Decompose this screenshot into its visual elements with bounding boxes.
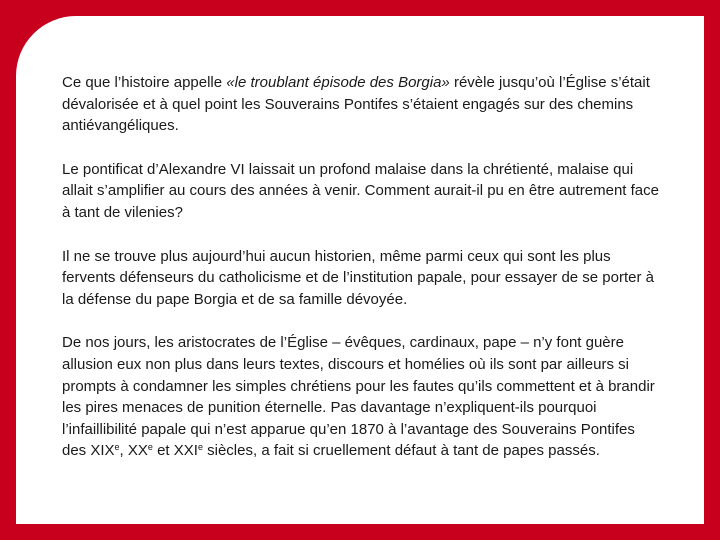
superscript-e-3: e bbox=[197, 442, 203, 453]
paragraph-4-sep-1: , XX bbox=[119, 442, 148, 460]
paragraph-4 bbox=[62, 332, 662, 462]
superscript-e-2: e bbox=[147, 442, 153, 453]
slide-card bbox=[16, 16, 704, 524]
paragraph-3: Il ne se trouve plus aujourd’hui aucun historien, même parmi ceux qui sont les plus fervents défenseurs du catholicisme et de l’institution papale, pour essayer de se porter à la défense du pape Borgia et de sa famille dévoyée. bbox=[62, 247, 655, 308]
paragraph-1-after: révèle jusqu’où l’Église s’était dévalorisée et à quel point les Souverains Pontifes s’étaient engagés sur des chemins antiévangéliques. bbox=[62, 74, 650, 135]
paragraph-4-sep-2: et XXI bbox=[152, 442, 198, 460]
paragraph-1-quote: «le troublant épisode des Borgia» bbox=[226, 74, 450, 91]
superscript-e-1: e bbox=[114, 442, 120, 453]
text-body bbox=[62, 72, 662, 484]
paragraph-4-text: De nos jours, les aristocrates de l’Église – évêques, cardinaux, pape – n’y font guère allusion eux non plus dans leurs textes, discours et homélies où ils sont par ailleurs si prompts à condamner les simples chrétiens pour les fautes qu’ils commettent et à brandir les pires menaces de punition éternelle. Pas davantage n’expliquent-ils pourquoi l’infaillibilité papale qui n’est apparue qu’en 1870 à l’avantage des Souverains Pontifes des XIX bbox=[62, 334, 655, 460]
paragraph-2: Le pontificat d’Alexandre VI laissait un profond malaise dans la chrétienté, malaise qui allait s’amplifier au cours des années à venir. Comment aurait-il pu en être autrement face à tant de vilenies? bbox=[62, 160, 659, 221]
paragraph-1-before: Ce que l’histoire appelle bbox=[62, 74, 227, 91]
paragraph-4-end: siècles, a fait si cruellement défaut à tant de papes passés. bbox=[202, 442, 600, 460]
paragraph-1 bbox=[62, 72, 662, 137]
